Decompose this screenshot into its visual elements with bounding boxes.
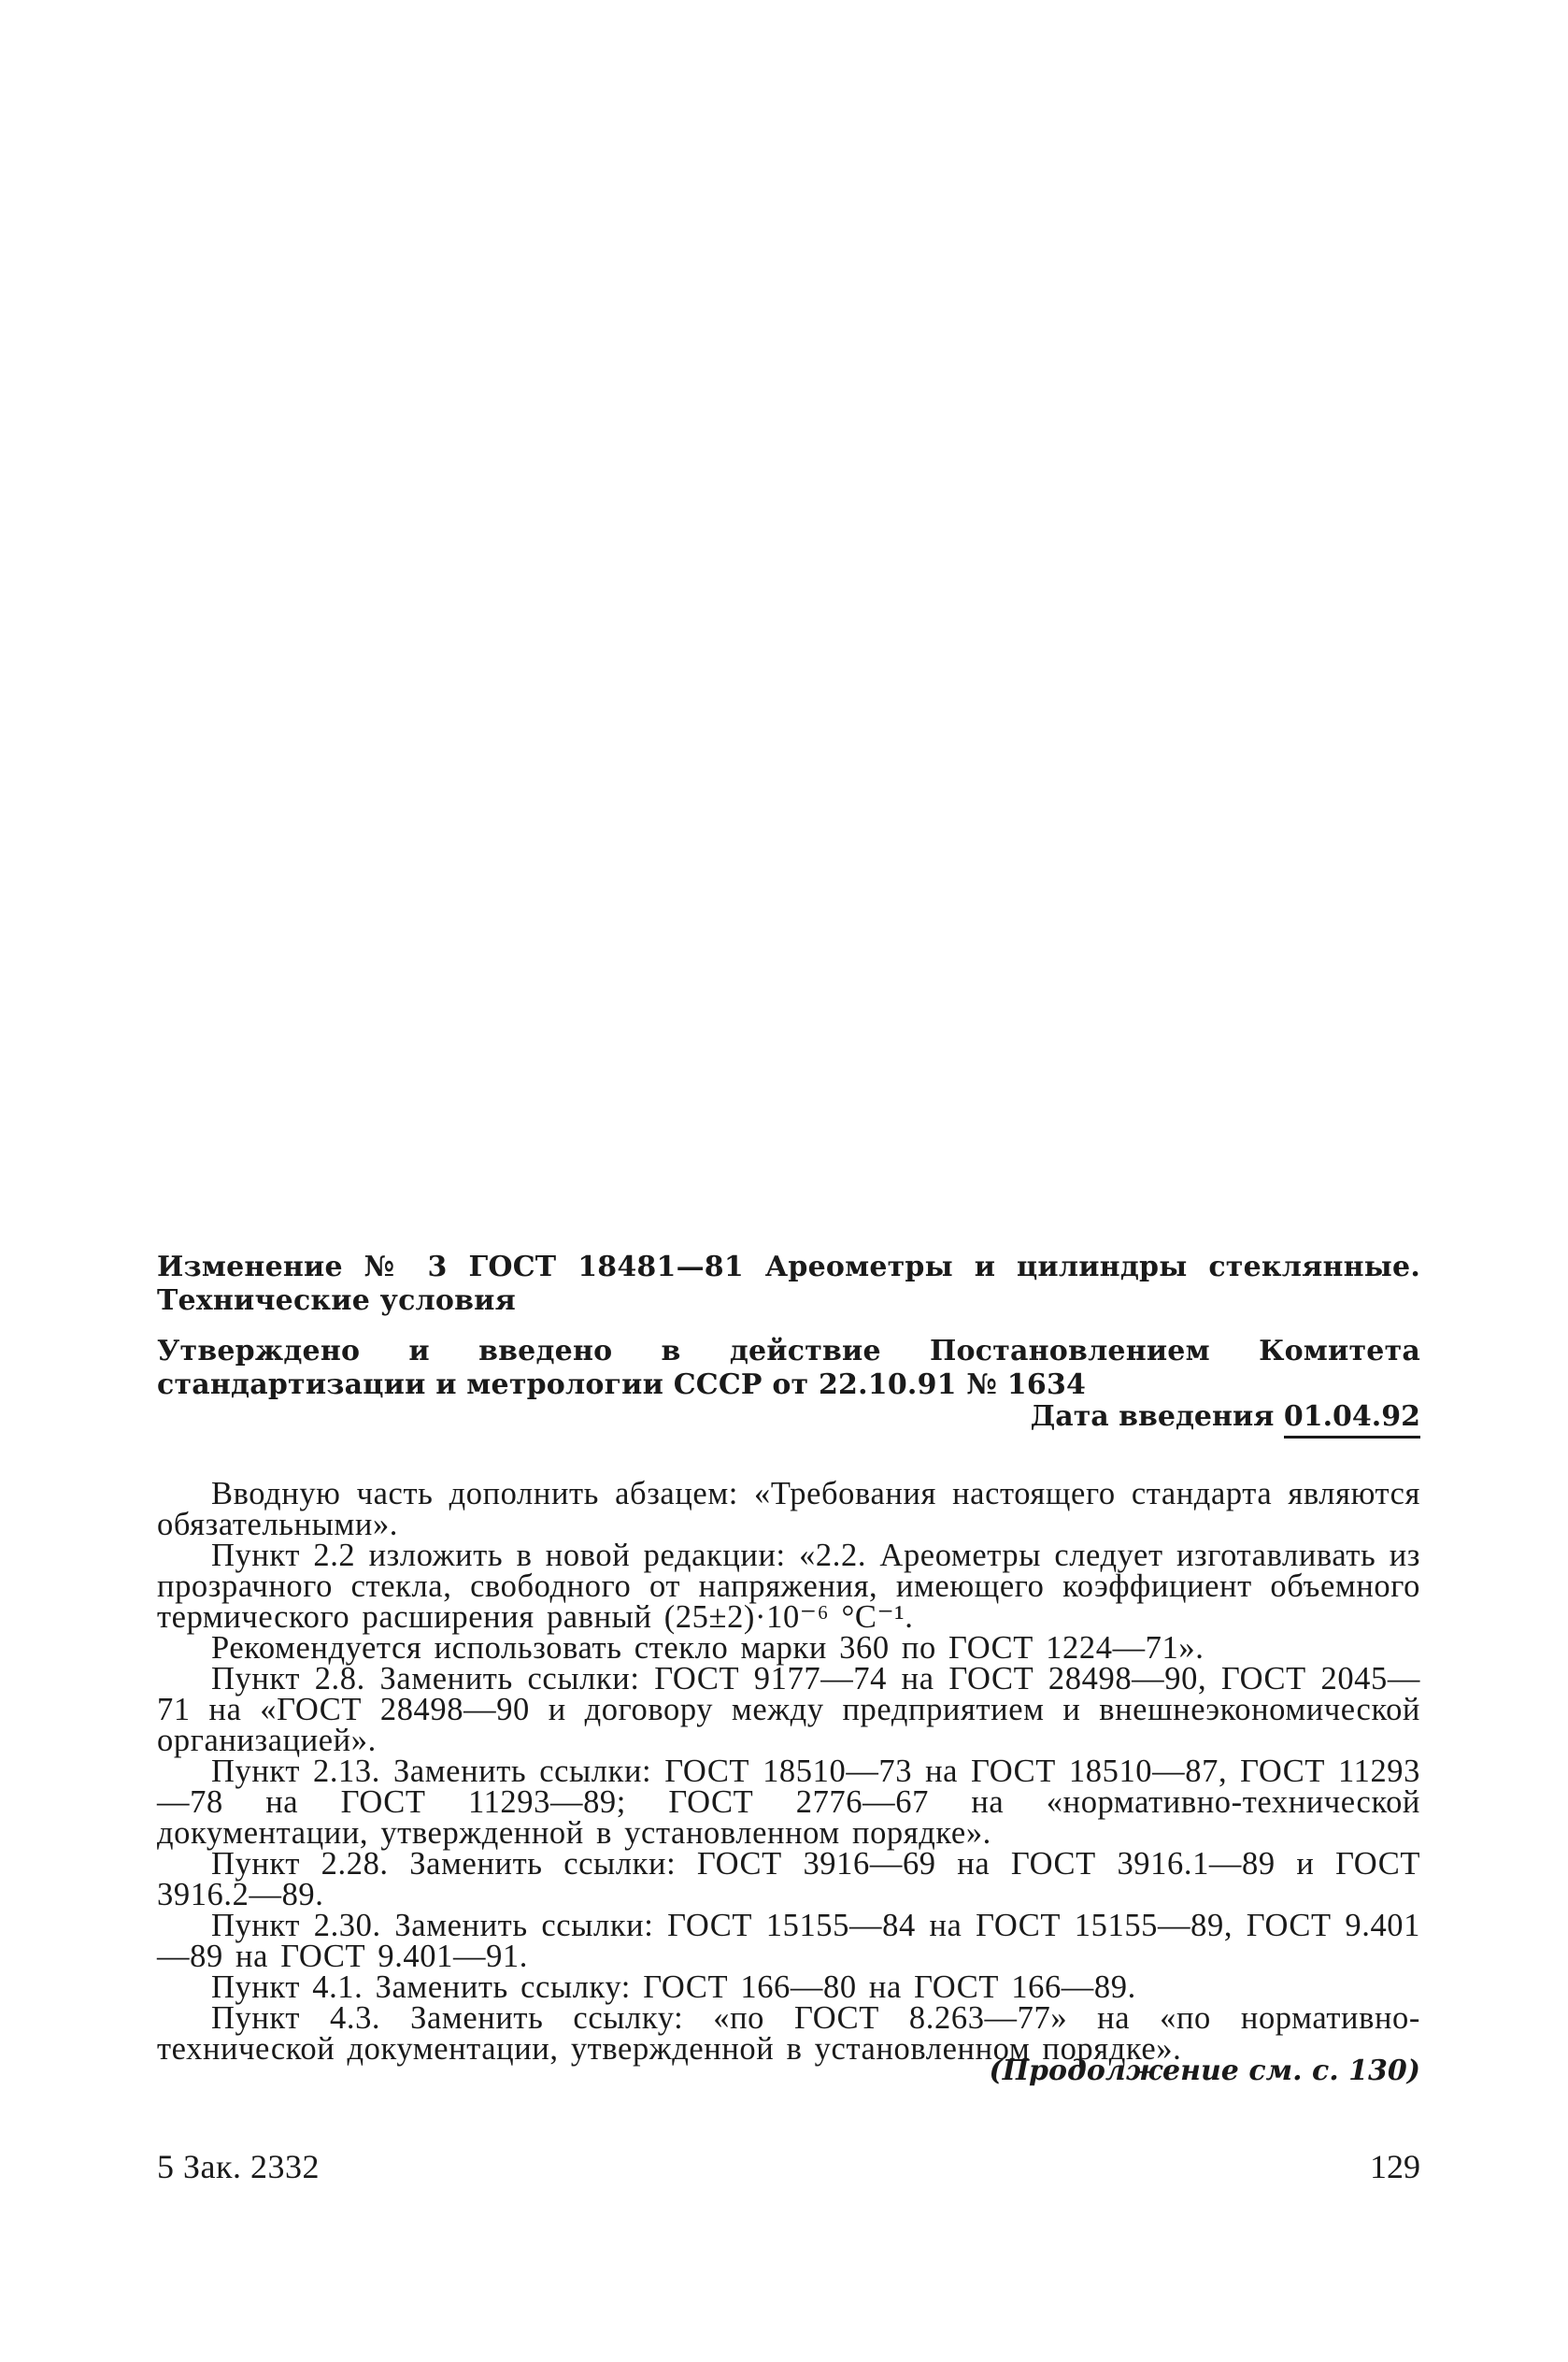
paragraph: Пункт 4.1. Заменить ссылку: ГОСТ 166—80 на ГОСТ 166—89. — [211, 1969, 1136, 2005]
effective-date-label: Дата введения — [1030, 1400, 1275, 1433]
paragraph: Пункт 2.13. Заменить ссылки: ГОСТ 18510—73 на ГОСТ 18510—87, ГОСТ 11293—78 на ГОСТ 11293—89; ГОСТ 2776—67 на «нормативно-технической документации, утвержденной в установленном порядке». — [157, 1754, 1420, 1851]
approval-statement: Утверждено и введено в действие Постановлением Комитета стандартизации и метрологии СССР от 22.10.91 № 1634 — [157, 1335, 1420, 1401]
paragraph: Пункт 2.28. Заменить ссылки: ГОСТ 3916—69 на ГОСТ 3916.1—89 и ГОСТ 3916.2—89. — [157, 1846, 1420, 1912]
print-order-number: 5 Зак. 2332 — [157, 2148, 321, 2185]
paragraph: Пункт 4.3. Заменить ссылку: «по ГОСТ 8.263—77» на «по нормативно-технической документации, утвержденной в установленном порядке». — [157, 2000, 1420, 2067]
effective-date-line — [157, 1400, 1420, 1439]
effective-date-value: 01.04.92 — [1284, 1400, 1420, 1439]
paragraph: Пункт 2.30. Заменить ссылки: ГОСТ 15155—84 на ГОСТ 15155—89, ГОСТ 9.401—89 на ГОСТ 9.401—91. — [157, 1908, 1420, 1974]
paragraph: Пункт 2.8. Заменить ссылки: ГОСТ 9177—74 на ГОСТ 28498—90, ГОСТ 2045—71 на «ГОСТ 28498—90 и договору между предприятием и внешнеэкономической организацией». — [157, 1661, 1420, 1758]
amendment-title: Изменение № 3 ГОСТ 18481—81 Ареометры и цилиндры стеклянные. Технические условия — [157, 1251, 1420, 1317]
amendment-body — [157, 1476, 1420, 2067]
paragraph: Пункт 2.2 изложить в новой редакции: «2.2. Ареометры следует изготавливать из прозрачного стекла, свободного от напряжения, имеющего коэффициент объемного термического расширения равный (25±2)·10⁻⁶ °С⁻¹. — [157, 1538, 1420, 1635]
paragraph: Рекомендуется использовать стекло марки 360 по ГОСТ 1224—71». — [211, 1630, 1205, 1666]
continuation-note: (Продолжение см. с. 130) — [989, 2054, 1420, 2087]
page-number: 129 — [1370, 2148, 1420, 2185]
paragraph: Вводную часть дополнить абзацем: «Требования настоящего стандарта являются обязательными». — [157, 1476, 1420, 1542]
